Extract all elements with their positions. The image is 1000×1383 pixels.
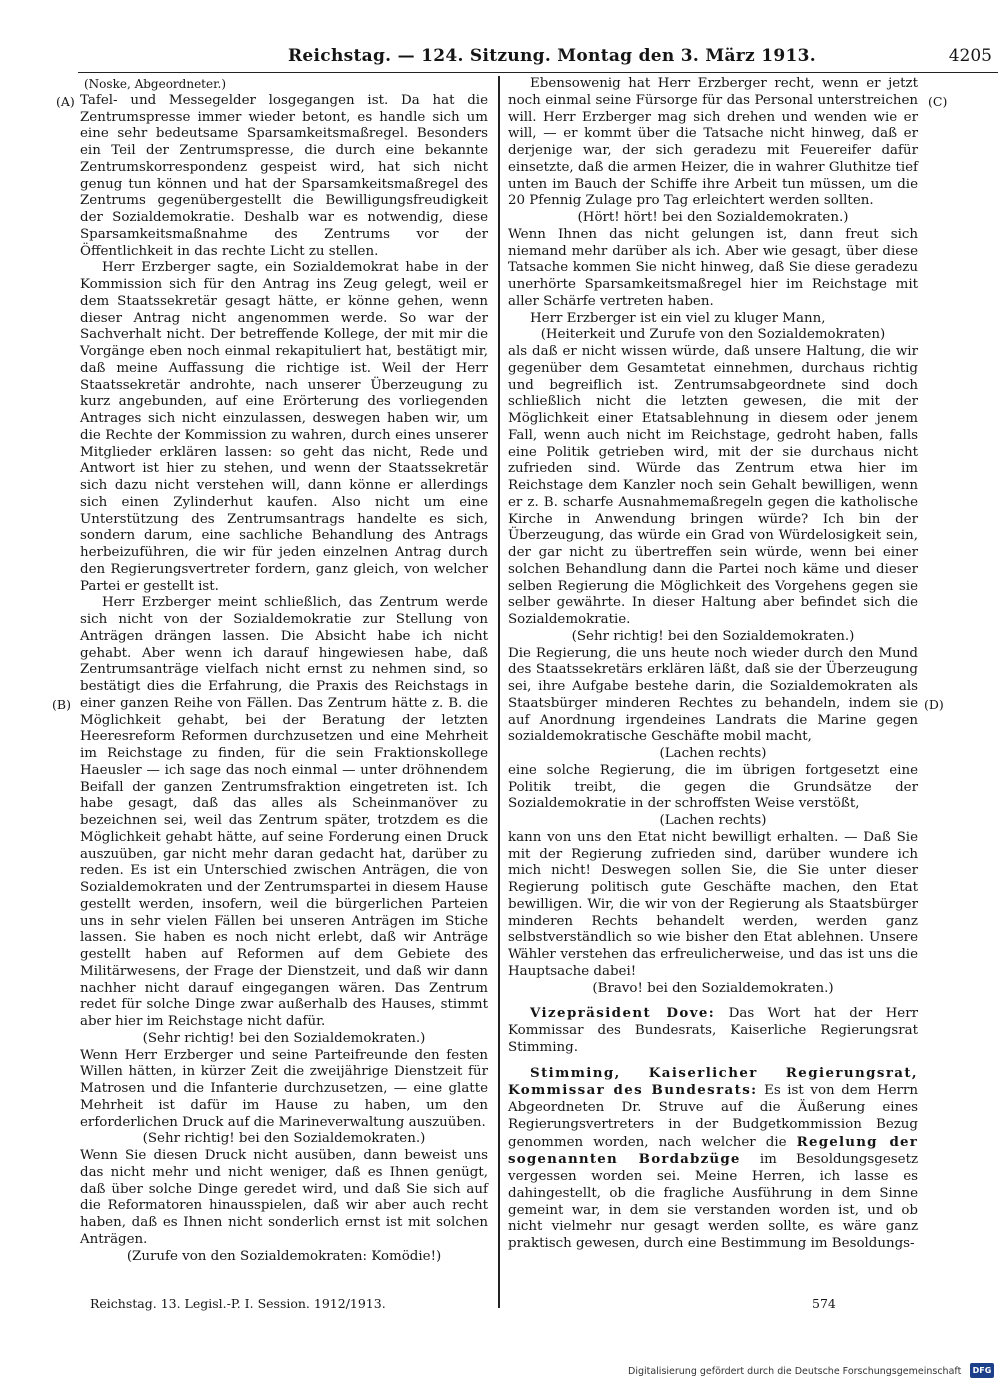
emphasized-text: Regelung der sogenannten Bordabzüge xyxy=(508,1133,918,1168)
interjection: (Zurufe von den Sozialdemokraten: Komödie!) xyxy=(126,1248,442,1264)
paragraph: eine solche Regierung, die im übrigen fortgesetzt eine Politik treibt, die gegen die Grundsätze der Sozialdemokratie in der schroffsten Weise verstößt, xyxy=(508,762,918,812)
margin-marker-b: (B) xyxy=(52,697,71,712)
paragraph: Herr Erzberger sagte, ein Sozialdemokrat habe in der Kommission sich für den Antrag ins Zeug gelegt, weil er dem Staatssekretär gesagt hätte, er könne gehen, wenn dieser Antrag nicht angenommen werde. So war der Sachverhalt nicht. Der betreffende Kollege, der mit mir die Vorgänge eben noch einmal rekapituliert hat, bestätigt mir, daß meine Auffassung die richtige ist. Weil der Herr Staatssekretär androhte, nach unserer Überzeugung zu kurz angebunden, auf eine Erörterung des vorliegenden Antrages sich nicht einzulassen, deswegen haben wir, um die Rechte der Kommission zu wahren, durch eines unserer Mitglieder erklären lassen: so geht das nicht, Rede und Antwort ist hier zu stehen, und wenn der Staatssekretär sich dazu nicht verstehen will, dann könne er allerdings sich einen Zylinderhut kaufen. Also nicht um eine Unterstützung des Zentrumsantrags handelte es sich, sondern darum, eine sachliche Behandlung des Antrags herbeizuführen, die wir für jeden einzelnen Antrag durch den Regierungsvertreter fordern, ganz gleich, von welcher Partei er gestellt ist. xyxy=(80,260,488,594)
page-number: 4205 xyxy=(948,46,992,66)
commissioner-statement xyxy=(508,1065,918,1253)
spacer xyxy=(508,1057,918,1065)
paragraph: Tafel- und Messegelder losgegangen ist. Da hat die Zentrumspresse immer wieder betont, es handle sich um eine sehr bedeutsame Sparsamkeitsmaßregel. Besonders ein Teil der Zentrumspresse, die durch eine bekannte Zentrumskorrespondenz gespeist wird, hat sich nicht genug tun können und hat der Sparsamkeitsmaßregel des Zentrums gegenübergestellt die Bewilligungsfreudigkeit der Sozialdemokratie. Deshalb war es notwendig, diese Sparsamkeitsmaßnahme des Zentrums vor der Öffentlichkeit in das rechte Licht zu stellen. xyxy=(80,92,488,259)
running-header xyxy=(78,42,998,73)
interjection: (Bravo! bei den Sozialdemokraten.) xyxy=(592,980,834,996)
left-column xyxy=(80,76,488,1265)
interjection: (Lachen rechts) xyxy=(659,813,767,828)
speaker-name: Vizepräsident Dove: xyxy=(530,1005,716,1022)
interjection: (Hört! hört! bei den Sozialdemokraten.) xyxy=(577,210,849,225)
paragraph: Herr Erzberger meint schließlich, das Zentrum werde sich nicht von der Sozialdemokratie zur Stellung von Anträgen drängen lassen. Die Absicht habe ich nicht gehabt. Aber wenn ich darauf hingewiesen habe, daß Zentrumsanträge vielfach nicht ernst zu nehmen sind, so bestätigt dies die Erfahrung, die Praxis des Reichstags in einer ganzen Reihe von Fällen. Das Zentrum hätte z. B. die Möglichkeit gehabt, bei der Beratung der letzten Heeresreform Reformen durchzusetzen und eine Mehrheit im Reichstage zu finden, für die sein Fraktionskollege Haeusler — ich sage das noch einmal — unter dröhnendem Beifall der ganzen Zentrumsfraktion eingetreten ist. Ich habe gesagt, daß das alles als Scheinmanöver zu bezeichnen sei, weil das Zentrum später, trotzdem es die Möglichkeit gehabt hätte, auf seine Forderung einen Druck auszuüben, gar nicht mehr daran gedacht hat, darüber zu reden. Es ist ein Unterschied zwischen Anträgen, die von Sozialdemokraten und der Zentrumspartei in diesem Hause gestellt werden, insofern, weil die bürgerlichen Parteien uns in sehr vielen Fällen bei unseren Anträgen im Stiche lassen. Sie haben es noch nicht erlebt, daß wir Anträge gestellt haben auf Reformen auf dem Gebiete des Militärwesens, der Frage der Dienstzeit, und daß wir dann nachher nicht darauf eingegangen wären. Das Zentrum redet für solche Dinge zwar außerhalb des Hauses, stimmt aber hier im Reichstage nicht dafür. xyxy=(80,595,488,1029)
interjection: (Sehr richtig! bei den Sozialdemokraten.) xyxy=(142,1030,426,1046)
column-divider xyxy=(498,76,500,1308)
statement-text: im Besoldungsgesetz vergessen worden sei. Meine Herren, ich lasse es dahingestellt, ob die fragliche Ausführung in dem Sinne gemeint war, in dem sie verstanden worden ist, und ob nicht vielmehr nur gesagt werden sollte, es wäre ganz praktisch gewesen, durch eine Bestimmung im Besoldungs- xyxy=(508,1152,919,1251)
paragraph: Wenn Sie diesen Druck nicht ausüben, dann beweist uns das nicht mehr und nicht weniger, daß es Ihnen genügt, daß über solche Dinge geredet wird, und daß Sie sich auf die Reformatoren hinausspielen, daß wir aber auch recht haben, daß es Ihnen nicht sonderlich ernst ist mit solchen Anträgen. xyxy=(80,1148,488,1247)
speaker-header: (Noske, Abgeordneter.) xyxy=(84,77,227,91)
interjection: (Heiterkeit und Zurufe von den Sozialdemokraten) xyxy=(540,327,886,343)
digitization-credit: Digitalisierung gefördert durch die Deutsche Forschungsgemeinschaft xyxy=(628,1366,962,1377)
statement-text: Das Wort hat der Herr Kommissar des Bundesrats, Kaiserliche Regierungsrat Stimming. xyxy=(508,1006,919,1055)
right-column xyxy=(508,76,918,1253)
footer-session: Reichstag. 13. Legisl.-P. I. Session. 1912/1913. xyxy=(90,1296,386,1311)
paragraph: Wenn Herr Erzberger und seine Parteifreunde den festen Willen hätten, in kürzer Zeit die zweijährige Dienstzeit für Matrosen und die Infanterie durchzusetzen, — eine glatte Mehrheit ist dafür im Hause zu haben, um den erforderlichen Druck auf die Marineverwaltung auszuüben. xyxy=(80,1047,488,1130)
footer-sheet-number: 574 xyxy=(812,1296,836,1311)
paragraph: als daß er nicht wissen würde, daß unsere Haltung, die wir gegenüber dem Gesamtetat einnehmen, durchaus richtig und begreiflich ist. Zentrumsabgeordnete sind doch schließlich nicht die letzten gewesen, die mit der Möglichkeit einer Etatsablehnung in diesem oder jenem Fall, wenn auch nicht im Reichstage, gedroht haben, falls eine Politik getrieben wird, mit der sie durchaus nicht zufrieden sind. Würde das Zentrum etwa hier im Reichstage dem Kanzler noch sein Gehalt bewilligen, wenn er z. B. scharfe Ausnahmemaßregeln gegen die katholische Kirche in Anwendung bringen würde? Ich bin der Überzeugung, das würde ein Grad von Würdelosigkeit sein, der gar nicht zu übertreffen sein würde, wenn bei einer solchen Behandlung dann die Partei noch käme und dieser selben Regierung die Möglichkeit des Vorgehens gegen sie selber gewährte. In dieser Haltung aber befindet sich die Sozialdemokratie. xyxy=(508,344,918,627)
margin-marker-a: (A) xyxy=(56,94,75,109)
dfg-logo: DFG xyxy=(970,1363,994,1378)
interjection: (Sehr richtig! bei den Sozialdemokraten.) xyxy=(571,628,855,644)
speaker-name: Stimming, Kaiserlicher Regierungsrat, Kommissar des Bundesrats: xyxy=(508,1064,918,1099)
statement-text: Es ist von dem Herrn Abgeordneten Dr. Struve auf die Äußerung eines Regierungsvertreters in der Budgetkommission Bezug genommen worden, nach welcher die xyxy=(508,1083,918,1150)
paragraph: Die Regierung, die uns heute noch wieder durch den Mund des Staatssekretärs erklären läßt, daß sie der Überzeugung sei, ihre Aufgabe bestehe darin, die Sozialdemokraten als Staatsbürger minderen Rechtes zu behandeln, indem sie auf Anordnung irgendeines Landrats die Marine gegen sozialdemokratische Geschäfte mobil macht, xyxy=(508,645,918,745)
margin-marker-c: (C) xyxy=(928,94,948,109)
spacer xyxy=(508,997,918,1005)
paragraph: Wenn Ihnen das nicht gelungen ist, dann freut sich niemand mehr darüber als ich. Aber wie gesagt, über diese Tatsache kommen Sie nicht hinweg, daß Sie diese geradezu unerhörte Sparsamkeitsmaßregel hier im Reichstage mit aller Schärfe vertreten haben. xyxy=(508,226,918,309)
interjection: (Sehr richtig! bei den Sozialdemokraten.) xyxy=(142,1131,426,1147)
margin-marker-d: (D) xyxy=(924,697,944,712)
header-title: Reichstag. — 124. Sitzung. Montag den 3. März 1913. xyxy=(288,46,816,66)
paragraph: kann von uns den Etat nicht bewilligt erhalten. — Daß Sie mit der Regierung zufrieden sind, darüber wundere ich mich nicht! Deswegen sollen Sie, die Sie unter dieser Regierung politisch gute Geschäfte machen, den Etat bewilligen. Wir, die wir von der Regierung als Staatsbürger minderen Rechts behandelt werden, werden ganz selbstverständlich so wie bisher den Etat ablehnen. Unsere Wähler verstehen das erfreulicherweise, und das ist uns die Hauptsache dabei! xyxy=(508,829,918,979)
paragraph: Herr Erzberger ist ein viel zu kluger Mann, xyxy=(530,310,826,326)
interjection: (Lachen rechts) xyxy=(659,746,767,761)
vice-president-statement xyxy=(508,1005,918,1056)
paragraph: Ebensowenig hat Herr Erzberger recht, wenn er jetzt noch einmal seine Fürsorge für das Personal unterstreichen will. Herr Erzberger mag sich drehen und wenden wie er will, — er kommt über die Tatsache nicht hinweg, daß er derjenige war, der sich geradezu mit Feuereifer dafür einsetzte, daß die armen Heizer, die in wahrer Gluthitze tief unten im Bauch der Schiffe ihre Arbeit tun müssen, um die 20 Pfennig Zulage pro Tag erleichtert werden sollten. xyxy=(508,76,918,209)
